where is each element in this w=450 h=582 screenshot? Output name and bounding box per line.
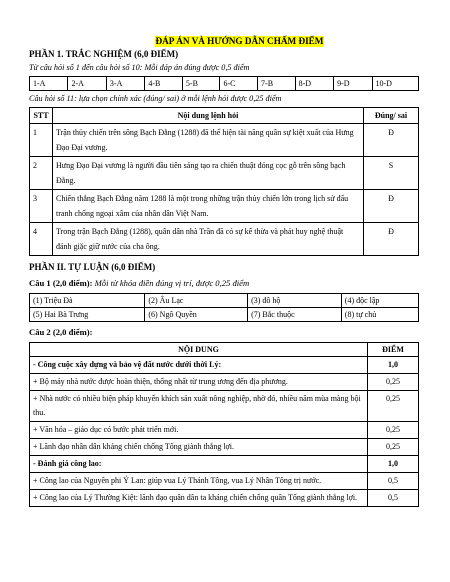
row-point: 0,25 bbox=[368, 422, 419, 439]
row-stt: 3 bbox=[30, 190, 53, 223]
part1-note1: Từ câu hỏi số 1 đến câu hỏi số 10: Mỗi đáp án đúng được 0,5 điểm bbox=[29, 63, 250, 72]
q11-header-row bbox=[30, 108, 419, 124]
header-content: NỘI DUNG bbox=[30, 343, 368, 357]
keyword-cell: (3) đô hộ bbox=[248, 294, 342, 308]
table-row bbox=[30, 357, 419, 374]
row-content: Chiến thắng Bạch Đằng năm 1288 là một trong những trận thủy chiến lớn trong lịch sử đấu tranh chống ngoại xâm của nhân dân Việt Nam. bbox=[53, 190, 364, 223]
answer-cell: 1-A bbox=[30, 77, 68, 91]
keyword-cell: (7) Bắc thuộc bbox=[248, 308, 342, 322]
keyword-cell: (4) độc lập bbox=[341, 294, 418, 308]
row-result: Đ bbox=[364, 190, 419, 223]
row-content: + Nhà nước có nhiều biện pháp khuyến khích sản xuất nông nghiệp, nhờ đó, nhiều năm mùa màng bội thu. bbox=[30, 391, 368, 422]
answers-table bbox=[29, 76, 419, 91]
table-row bbox=[30, 456, 419, 473]
table-row bbox=[30, 294, 419, 308]
title-wrap bbox=[29, 0, 450, 46]
row-result: S bbox=[364, 157, 419, 190]
table-row bbox=[30, 439, 419, 456]
answers-row bbox=[30, 77, 419, 91]
table-row bbox=[30, 374, 419, 391]
header-point: ĐIỂM bbox=[368, 343, 419, 357]
row-content: + Bộ máy nhà nước được hoàn thiện, thống nhất từ trung ương đến địa phương. bbox=[30, 374, 368, 391]
row-content: + Văn hóa – giáo dục có bước phát triển mới. bbox=[30, 422, 368, 439]
row-point: 0,25 bbox=[368, 374, 419, 391]
q1-table bbox=[29, 293, 419, 322]
q2-header-row bbox=[30, 343, 419, 357]
keyword-cell: (5) Hai Bà Trưng bbox=[30, 308, 145, 322]
keyword-cell: (6) Ngô Quyền bbox=[145, 308, 248, 322]
q1-heading bbox=[29, 278, 450, 289]
table-row bbox=[30, 190, 419, 223]
row-result: Đ bbox=[364, 124, 419, 157]
header-content: Nội dung lệnh hỏi bbox=[53, 108, 364, 124]
answer-cell: 5-B bbox=[182, 77, 220, 91]
row-content: + Lãnh đạo nhân dân kháng chiến chống Tống giành thắng lợi. bbox=[30, 439, 368, 456]
page-title: ĐÁP ÁN VÀ HƯỚNG DẪN CHẤM ĐIỂM bbox=[155, 36, 324, 46]
q1-note: Mỗi từ khóa điền đúng vị trí, được 0,25 điểm bbox=[92, 278, 250, 288]
table-row bbox=[30, 223, 419, 256]
header-stt: STT bbox=[30, 108, 53, 124]
part2-heading: PHẦN II. TỰ LUẬN (6,0 ĐIỂM) bbox=[29, 262, 156, 272]
answer-cell: 10-D bbox=[372, 77, 418, 91]
row-content: + Công lao của Nguyên phi Ỷ Lan: giúp vua Lý Thánh Tông, vua Lý Nhân Tông trị nước. bbox=[30, 473, 368, 490]
row-point: 1,0 bbox=[368, 456, 419, 473]
row-stt: 1 bbox=[30, 124, 53, 157]
row-point: 0,25 bbox=[368, 439, 419, 456]
table-row bbox=[30, 391, 419, 422]
keyword-cell: (8) tự chủ bbox=[341, 308, 418, 322]
row-point: 0,5 bbox=[368, 473, 419, 490]
answer-cell: 8-D bbox=[295, 77, 333, 91]
answer-cell: 4-B bbox=[145, 77, 183, 91]
part1-heading: PHẦN 1. TRẮC NGHIỆM (6,0 ĐIỂM) bbox=[29, 49, 179, 59]
row-content: Trận thủy chiến trên sông Bạch Đằng (1288) đã thể hiện tài năng quân sự kiệt xuất của Hưng Đạo Đại vương. bbox=[53, 124, 364, 157]
row-stt: 4 bbox=[30, 223, 53, 256]
answer-cell: 2-A bbox=[68, 77, 106, 91]
row-stt: 2 bbox=[30, 157, 53, 190]
row-content: Hưng Đạo Đại vương là người đầu tiên sáng tạo ra chiến thuật đóng cọc gỗ trên sông bạch Đằng. bbox=[53, 157, 364, 190]
row-content: - Đánh giá công lao: bbox=[30, 456, 368, 473]
answer-cell: 9-D bbox=[334, 77, 372, 91]
table-row bbox=[30, 124, 419, 157]
answer-cell: 6-C bbox=[220, 77, 258, 91]
q2-heading bbox=[29, 327, 450, 338]
row-content: + Công lao của Lý Thường Kiệt: lãnh đạo quân dân ta kháng chiến chống quân Tống giành thắng lợi. bbox=[30, 490, 368, 507]
table-row bbox=[30, 157, 419, 190]
row-point: 0,25 bbox=[368, 391, 419, 422]
table-row bbox=[30, 490, 419, 507]
keyword-cell: (1) Triệu Đà bbox=[30, 294, 145, 308]
row-result: Đ bbox=[364, 223, 419, 256]
q2-label: Câu 2 (2,0 điểm): bbox=[29, 327, 93, 337]
q2-table bbox=[29, 342, 419, 507]
row-point: 0,5 bbox=[368, 490, 419, 507]
answer-cell: 7-B bbox=[258, 77, 296, 91]
answer-cell: 3-A bbox=[106, 77, 144, 91]
table-row bbox=[30, 422, 419, 439]
row-content: - Công cuộc xây dựng và bảo vệ đất nước dưới thời Lý: bbox=[30, 357, 368, 374]
part1-note2: Câu hỏi số 11: lựa chọn chính xác (đúng/ sai) ở mỗi lệnh hỏi được 0,25 điểm bbox=[29, 94, 282, 103]
q1-label: Câu 1 (2,0 điểm): bbox=[29, 278, 93, 288]
header-result: Đúng/ sai bbox=[364, 108, 419, 124]
keyword-cell: (2) Âu Lạc bbox=[145, 294, 248, 308]
table-row bbox=[30, 308, 419, 322]
table-row bbox=[30, 473, 419, 490]
q11-table bbox=[29, 107, 419, 256]
row-point: 1,0 bbox=[368, 357, 419, 374]
row-content: Trong trận Bạch Đằng (1288), quân dân nhà Trần đã có sự kế thừa và phát huy nghệ thuật đánh giặc giữ nước của cha ông. bbox=[53, 223, 364, 256]
